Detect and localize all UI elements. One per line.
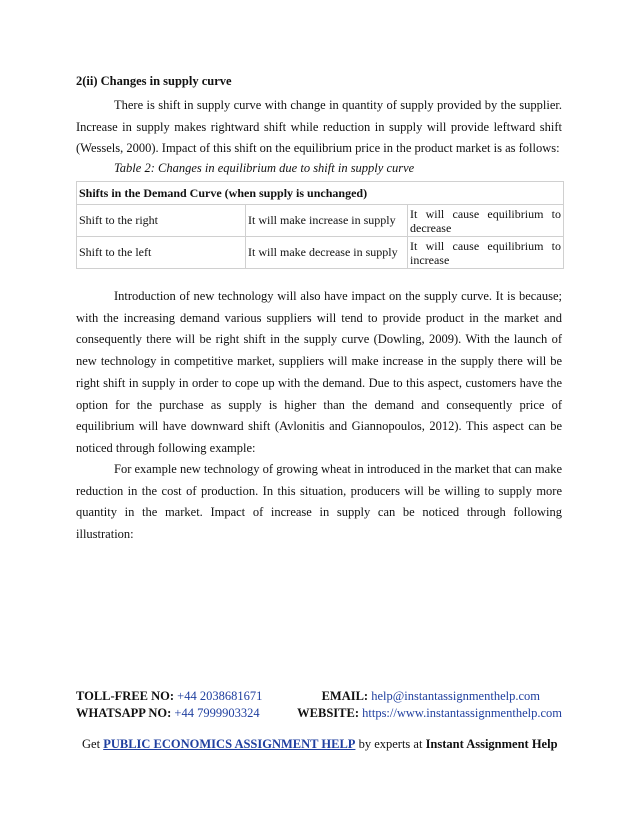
table-cell-supply: It will make decrease in supply [246, 237, 408, 269]
table-cell-effect: It will cause equilibrium to increase [408, 237, 564, 269]
website-link[interactable]: https://www.instantassignmenthelp.com [362, 706, 562, 720]
table-row [77, 237, 564, 269]
tollfree-number[interactable]: +44 2038681671 [177, 689, 263, 703]
section-heading: 2(ii) Changes in supply curve [76, 74, 232, 88]
table-row [77, 205, 564, 237]
table-cell-effect: It will cause equilibrium to decrease [408, 205, 564, 237]
paragraph-technology: Introduction of new technology will also have impact on the supply curve. It is because; with the increasing demand various suppliers will tend to provide product in the market and consequently there will be right shift in the supply curve (Dowling, 2009). With the launch of new technology in competitive market, suppliers will make increase in the supply there will be right shift in supply in order to cope up with the demand. Due to this aspect, customers have the option for the purchase as supply is higher than the demand and consequently price of equilibrium will have downward shift (Avlonitis and Giannopoulos, 2012). This aspect can be noticed through following example: [76, 289, 562, 455]
tollfree-label: TOLL-FREE NO: [76, 689, 175, 703]
cta-prefix: Get [82, 737, 101, 751]
table-cell-supply: It will make increase in supply [246, 205, 408, 237]
table-header-cell: Shifts in the Demand Curve (when supply is unchanged) [77, 182, 564, 205]
public-economics-help-link[interactable]: PUBLIC ECONOMICS ASSIGNMENT HELP [103, 737, 356, 751]
table-caption: Table 2: Changes in equilibrium due to shift in supply curve [114, 161, 415, 175]
paragraph-example: For example new technology of growing wheat in introduced in the market that can make reduction in the cost of production. In this situation, producers will be willing to supply more quantity in the market. Impact of increase in supply can be noticed through following illustration: [76, 462, 562, 541]
equilibrium-table [76, 181, 564, 269]
table-header-row [77, 182, 564, 205]
email-label: EMAIL: [321, 689, 369, 703]
email-link[interactable]: help@instantassignmenthelp.com [371, 689, 540, 703]
footer-cta [82, 737, 558, 752]
paragraph-supply-shift: There is shift in supply curve with change in quantity of supply provided by the supplier. Increase in supply makes rightward shift while reduction in supply will provide leftward shift (Wessels, 2000). Impact of this shift on the equilibrium price in the product market is as follows: [76, 98, 562, 155]
cta-brand: Instant Assignment Help [425, 737, 558, 751]
whatsapp-label: WHATSAPP NO: [76, 706, 172, 720]
cta-middle: by experts at [358, 737, 423, 751]
table-cell-shift: Shift to the right [77, 205, 246, 237]
whatsapp-number[interactable]: +44 7999903324 [174, 706, 260, 720]
table-cell-shift: Shift to the left [77, 237, 246, 269]
website-label: WEBSITE: [297, 706, 359, 720]
